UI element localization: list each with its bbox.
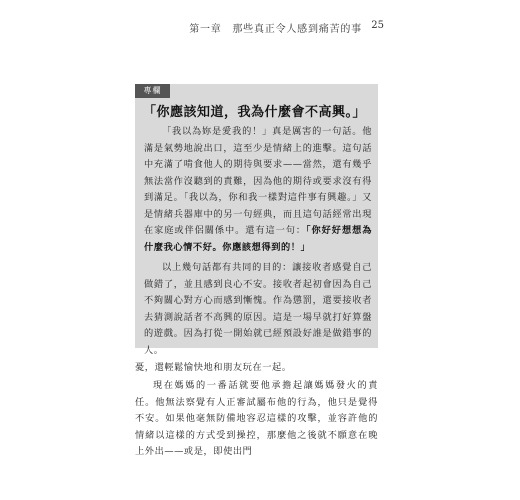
chapter-title: 第一章 那些真正令人感到痛苦的事: [189, 24, 362, 35]
sidebar-paragraph-1: [144, 124, 372, 256]
body-paragraph-1: 憂，還輕鬆愉快地和朋友玩在一起。: [135, 362, 292, 373]
sidebar-heading: 「你應該知道，我為什麼會不高興。」: [143, 105, 367, 120]
page-number: 25: [371, 20, 384, 31]
sidebar-box: [135, 84, 378, 356]
page-header: [0, 20, 520, 36]
sidebar-tag: 專欄: [135, 84, 170, 98]
sidebar-paragraph-1-text: 「我以為妳是愛我的！」真是厲害的一句話。他滿是氣勢地說出口，這至少是情緒上的進擊。這句話中充滿了啃食他人的期待與要求——當然，還有幾乎無法當作沒聽到的責難，因為他的期待或要求沒有得到滿足。「我以為，你和我一樣對這件事有興趣。」又是情緒兵器庫中的另一句經典，而且這句話經常出現在家庭或伴侶關係中。還有這一句：: [144, 126, 372, 236]
sidebar-paragraph-2: 以上幾句話都有共同的目的：讓接收者感覺自己做錯了，並且感到良心不安。接收者起初會因為自己不夠關心對方心而感到慚愧。作為懲罰，還要接收者去猜測說話者不高興的原因。這是一場早就打好算盤的遊戲。因為打從一開始就已經預設好誰是做錯事的人。: [144, 262, 372, 356]
sidebar-paragraph-1-bold: 「你好好想想為什麼我心情不好。你應該想得到的！」: [144, 225, 372, 253]
body-paragraph-2: 現在媽媽的一番話就要他承擔起讓媽媽發火的責任。他無法察覺有人正審試屬布他的行為，他只是覺得不安。如果他毫無防備地容忍這樣的攻擊，並容許他的情緒以這樣的方式受到操控，那麼他之後就不願意在晚上外出——或是，即使出門: [135, 380, 378, 457]
